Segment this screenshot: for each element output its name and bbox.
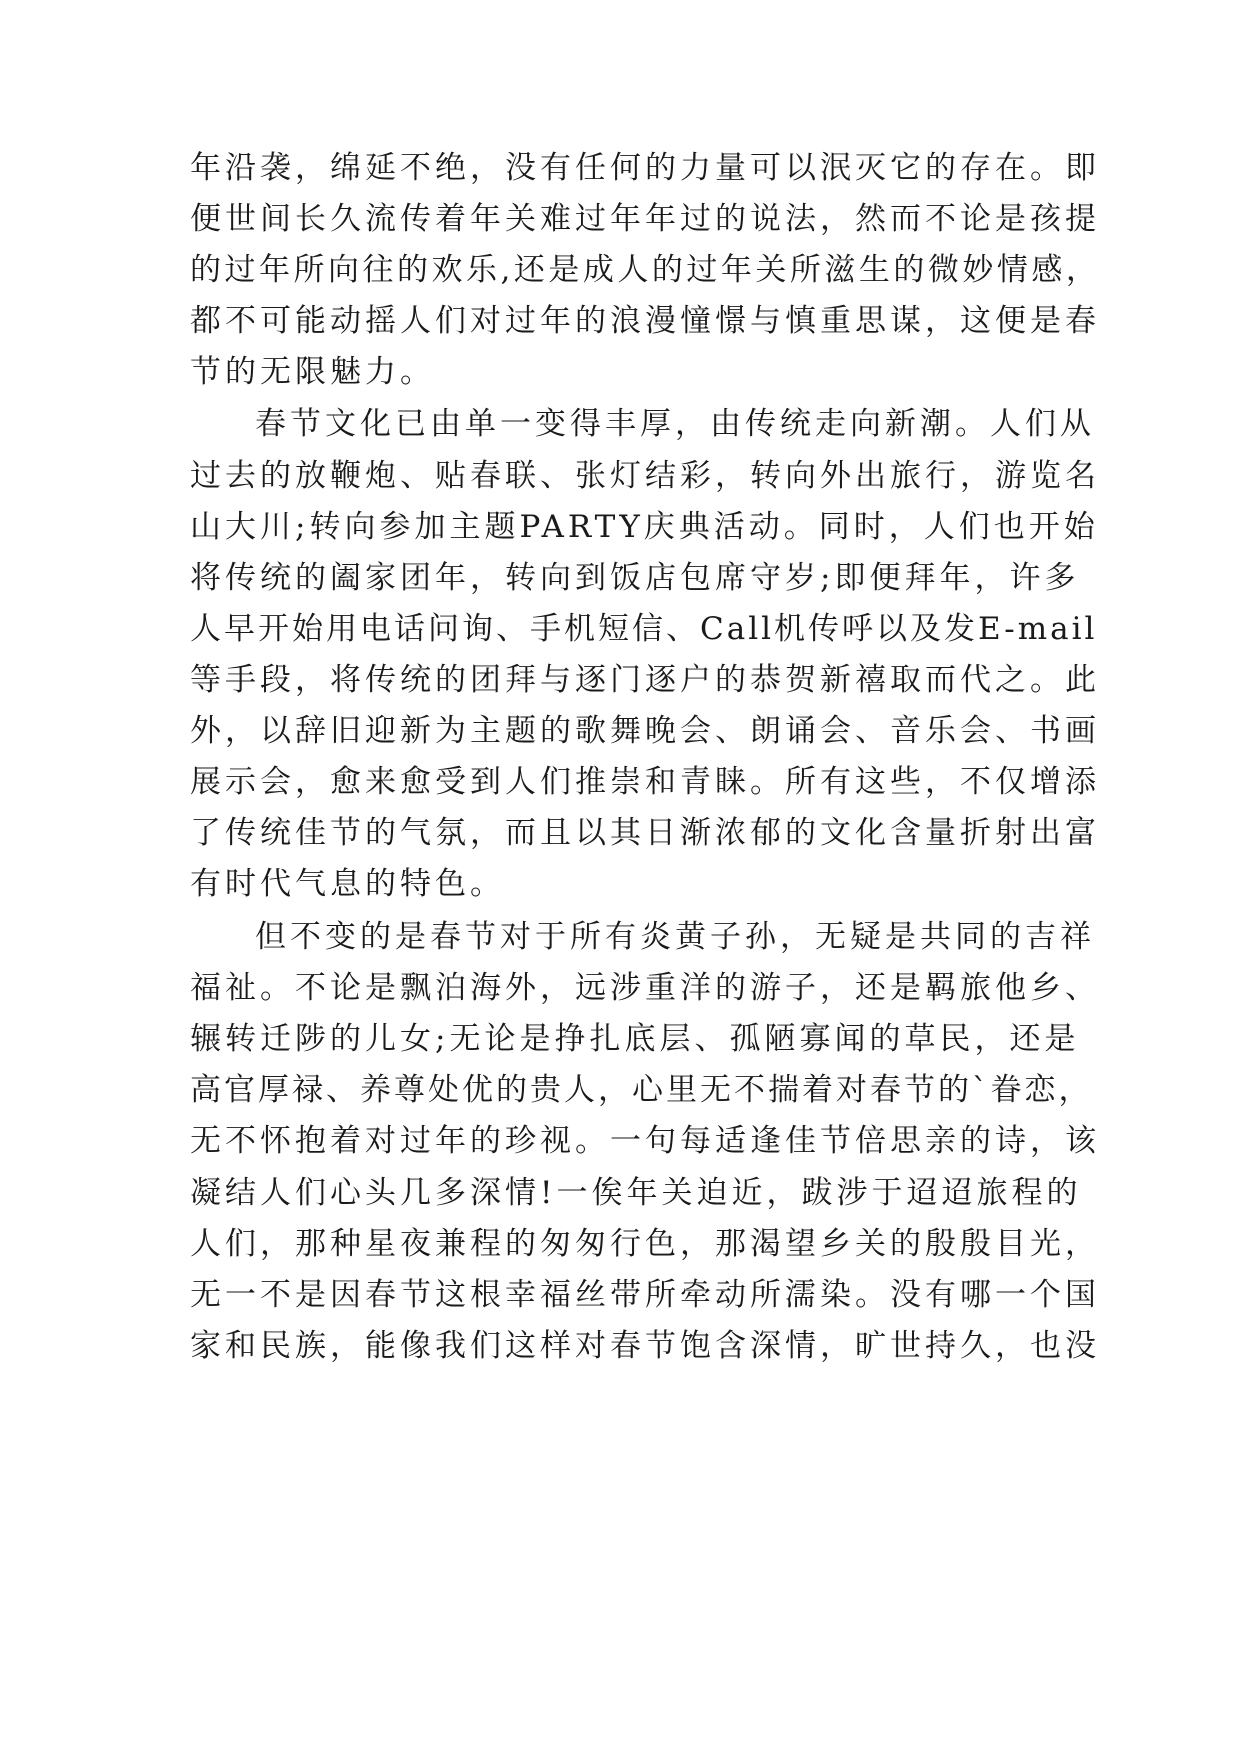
text-line: 过去的放鞭炮、贴春联、张灯结彩，转向外出旅行，游览名: [190, 458, 1100, 494]
text-line: 便世间长久流传着年关难过年年过的说法，然而不论是孩提: [190, 201, 1100, 237]
text-line: 人们，那种星夜兼程的匆匆行色，那渴望乡关的殷殷目光，: [190, 1226, 1100, 1262]
text-line: 无一不是因春节这根幸福丝带所牵动所濡染。没有哪一个国: [190, 1277, 1100, 1313]
text-line: 将传统的阖家团年，转向到饭店包席守岁;即便拜年，许多: [190, 560, 1080, 596]
text-line: 节的无限魅力。: [190, 354, 435, 390]
text-line: 了传统佳节的气氛，而且以其日渐浓郁的文化含量折射出富: [190, 815, 1100, 851]
text-line: 高官厚禄、养尊处优的贵人，心里无不揣着对春节的`眷恋，: [190, 1072, 1093, 1108]
text-line: 等手段，将传统的团拜与逐门逐户的恭贺新禧取而代之。此: [190, 662, 1100, 698]
text-line: 外，以辞旧迎新为主题的歌舞晚会、朗诵会、音乐会、书画: [190, 713, 1100, 749]
text-line: 家和民族，能像我们这样对春节饱含深情，旷世持久，也没: [190, 1328, 1100, 1364]
text-line: 的过年所向往的欢乐,还是成人的过年关所滋生的微妙情感，: [190, 252, 1101, 288]
text-line: 无不怀抱着对过年的珍视。一句每适逢佳节倍思亲的诗，该: [190, 1123, 1100, 1159]
paragraph-start-line: 春节文化已由单一变得丰厚，由传统走向新潮。人们从: [255, 406, 1095, 442]
text-line: 有时代气息的特色。: [190, 866, 505, 902]
text-line: 山大川;转向参加主题PARTY庆典活动。同时，人们也开始: [190, 509, 1099, 545]
text-line: 年沿袭，绵延不绝，没有任何的力量可以泯灭它的存在。即: [190, 150, 1100, 186]
text-line: 人早开始用电话问询、手机短信、Call机传呼以及发E-mail: [190, 611, 1098, 647]
text-line: 福祉。不论是飘泊海外，远涉重洋的游子，还是羁旅他乡、: [190, 970, 1100, 1006]
text-line: 都不可能动摇人们对过年的浪漫憧憬与慎重思谋，这便是春: [190, 303, 1100, 339]
text-line: 展示会，愈来愈受到人们推崇和青睐。所有这些，不仅增添: [190, 764, 1100, 800]
text-line: 凝结人们心头几多深情!一俟年关迫近，跋涉于迢迢旅程的: [190, 1175, 1082, 1211]
paragraph-start-line: 但不变的是春节对于所有炎黄子孙，无疑是共同的吉祥: [255, 919, 1095, 955]
text-line: 辗转迁陟的儿女;无论是挣扎底层、孤陋寡闻的草民，还是: [190, 1021, 1080, 1057]
